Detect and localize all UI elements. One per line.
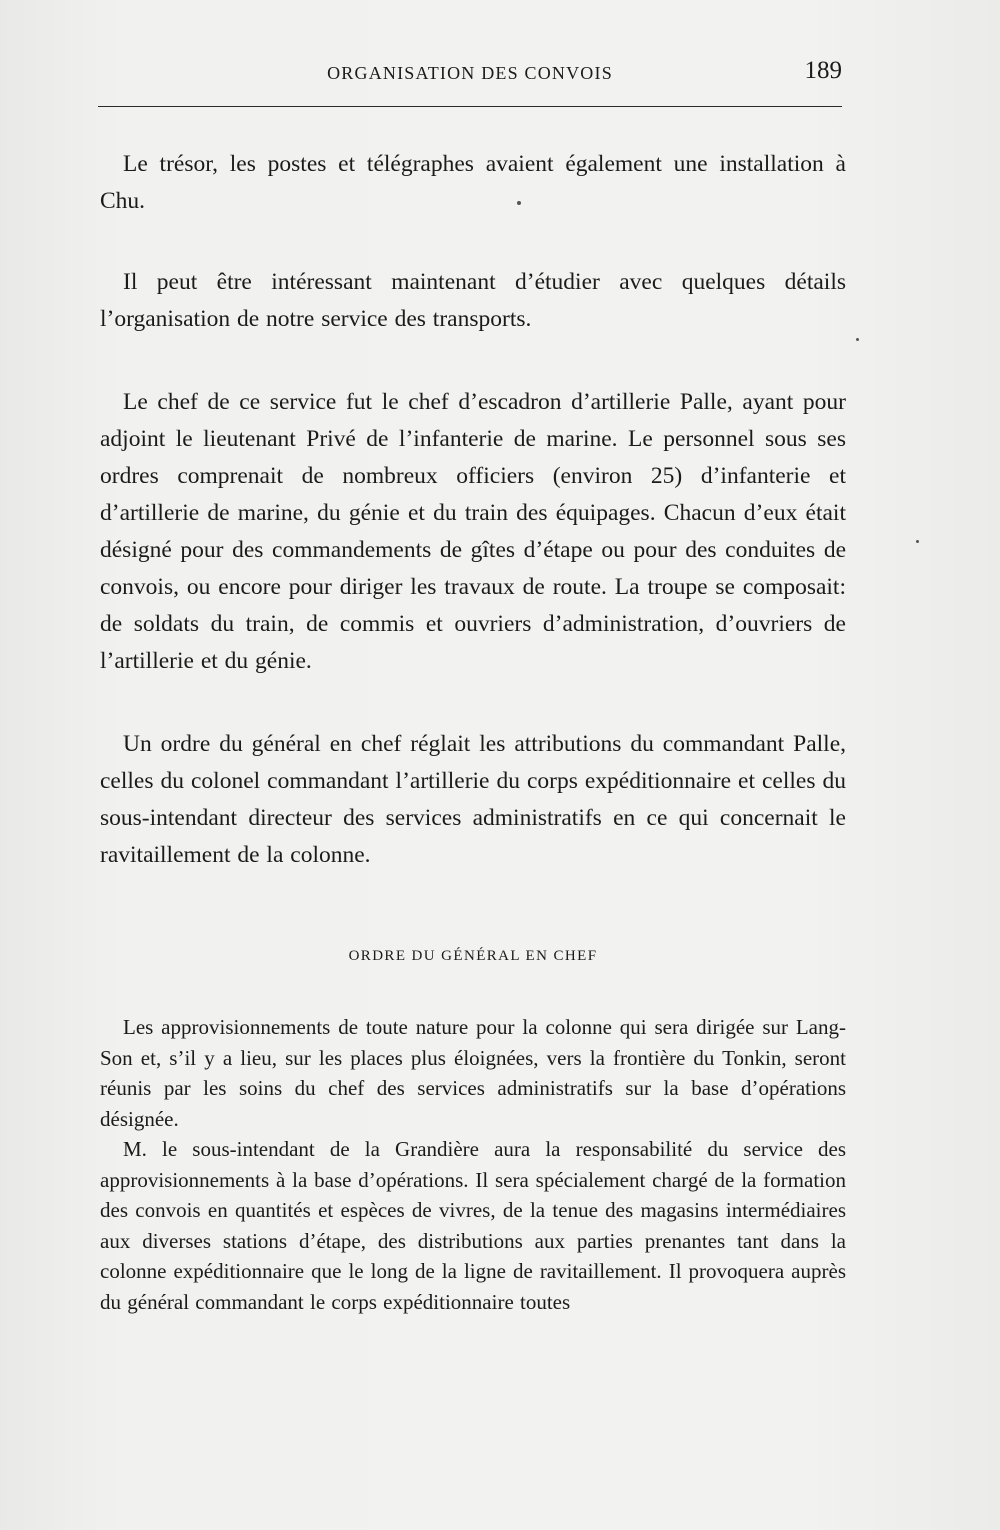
ink-speck — [517, 201, 521, 205]
order-paragraph-approvisionnements — [100, 1012, 846, 1134]
paragraph-ordre-general — [100, 726, 846, 874]
section-heading: ORDRE DU GÉNÉRAL EN CHEF — [348, 948, 598, 964]
ink-speck — [916, 540, 919, 543]
running-head — [98, 57, 842, 90]
paragraph-text: Le trésor, les postes et télégraphes avaient également une installation à Chu. — [100, 151, 846, 214]
header-rule — [98, 106, 842, 107]
paragraph-chef-service — [100, 384, 846, 680]
paragraph-text: Un ordre du général en chef réglait les attributions du commandant Palle, celles du colonel commandant l’artillerie du corps expéditionnaire et celles du sous-intendant directeur des services administratifs en ce qui concernait le ravitaillement de la colonne. — [100, 731, 846, 868]
paragraph-text: Le chef de ce service fut le chef d’escadron d’artillerie Palle, ayant pour adjoint le lieutenant Privé de l’infanterie de marine. Le personnel sous ses ordres comprenait de nombreux officiers (environ 25) d’infanterie et d’artillerie de marine, du génie et du train des équipages. Chacun d’eux était désigné pour des commandements de gîtes d’étape ou pour des conduites de convois, ou encore pour diriger les travaux de route. La troupe se composait: de soldats du train, de commis et ouvriers d’administration, d’ouvriers de l’artillerie et du génie. — [100, 389, 846, 674]
paragraph-text: M. le sous-intendant de la Grandière aura la responsabilité du service des approvisionnements à la base d’opérations. Il sera spécialement chargé de la formation des convois en quantités et espèces de vivres, de la tenue des magasins intermédiaires aux diverses stations d’étape, des distributions aux parties prenantes tant dans la colonne expéditionnaire que le long de la ligne de ravitaillement. Il provoquera auprès du général commandant le corps expéditionnaire toutes — [100, 1137, 846, 1314]
ink-speck — [856, 338, 859, 341]
page-number: 189 — [804, 57, 842, 84]
paragraph-organisation — [100, 264, 846, 338]
order-paragraph-sous-intendant — [100, 1134, 846, 1317]
paragraph-text: Les approvisionnements de toute nature pour la colonne qui sera dirigée sur Lang-Son et, s’il y a lieu, sur les places plus éloignées, vers la frontière du Tonkin, seront réunis par les soins du chef des services administratifs sur la base d’opérations désignée. — [100, 1015, 846, 1131]
paragraph-text: Il peut être intéressant maintenant d’étudier avec quelques détails l’organisation de notre service des transports. — [100, 269, 846, 332]
paragraph-tresor — [100, 146, 846, 220]
running-title: ORGANISATION DES CONVOIS — [327, 63, 613, 83]
